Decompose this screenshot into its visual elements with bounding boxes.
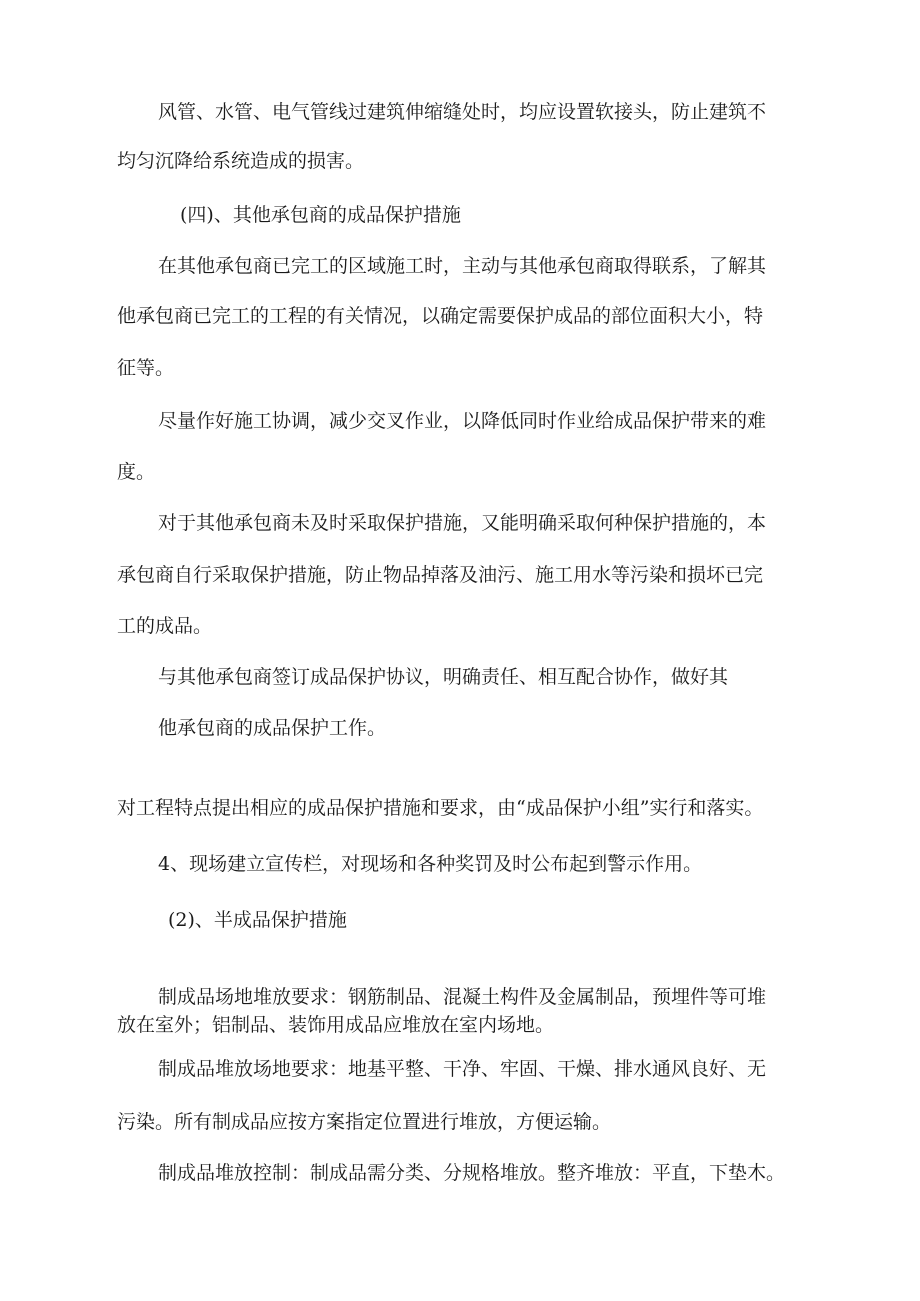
- text-line: 工的成品。: [117, 615, 213, 637]
- text-line: 他承包商已完工的工程的有关情况，以确定需要保护成品的部位面积大小，特: [117, 305, 764, 327]
- text-line: 承包商自行采取保护措施，防止物品掉落及油污、施工用水等污染和损坏已完: [117, 564, 764, 586]
- numbered-item: 4、现场建立宣传栏，对现场和各种奖罚及时公布起到警示作用。: [158, 853, 703, 875]
- text-line: 与其他承包商签订成品保护协议，明确责任、相互配合协作，做好其: [158, 666, 729, 688]
- text-line: 度。: [117, 461, 156, 483]
- text-line: 制成品堆放场地要求：地基平整、干净、牢固、干燥、排水通风良好、无: [158, 1058, 767, 1080]
- text-line: 放在室外；铝制品、装饰用成品应堆放在室内场地。: [117, 1014, 555, 1036]
- text-line: 均匀沉降给系统造成的损害。: [117, 150, 365, 172]
- text-line: 制成品场地堆放要求：钢筋制品、混凝土构件及金属制品，预埋件等可堆: [158, 986, 767, 1008]
- text-line: 尽量作好施工协调，减少交叉作业，以降低同时作业给成品保护带来的难: [158, 410, 767, 432]
- text-line: 制成品堆放控制：制成品需分类、分规格堆放。整齐堆放：平直，下垫木。: [158, 1162, 786, 1184]
- section-heading: (四)、其他承包商的成品保护措施: [180, 204, 461, 226]
- text-line: 对工程特点提出相应的成品保护措施和要求，由“成品保护小组”实行和落实。: [117, 797, 764, 819]
- text-line: 对于其他承包商未及时采取保护措施，又能明确采取何种保护措施的，本: [158, 512, 767, 534]
- text-line: 征等。: [117, 357, 175, 379]
- section-heading: (2)、半成品保护措施: [168, 909, 347, 931]
- text-line: 污染。所有制成品应按方案指定位置进行堆放，方便运输。: [117, 1111, 612, 1133]
- text-line: 在其他承包商已完工的区域施工时，主动与其他承包商取得联系，了解其: [158, 255, 767, 277]
- text-line: 风管、水管、电气管线过建筑伸缩缝处时，均应设置软接头，防止建筑不: [158, 101, 767, 123]
- text-line: 他承包商的成品保护工作。: [158, 717, 387, 739]
